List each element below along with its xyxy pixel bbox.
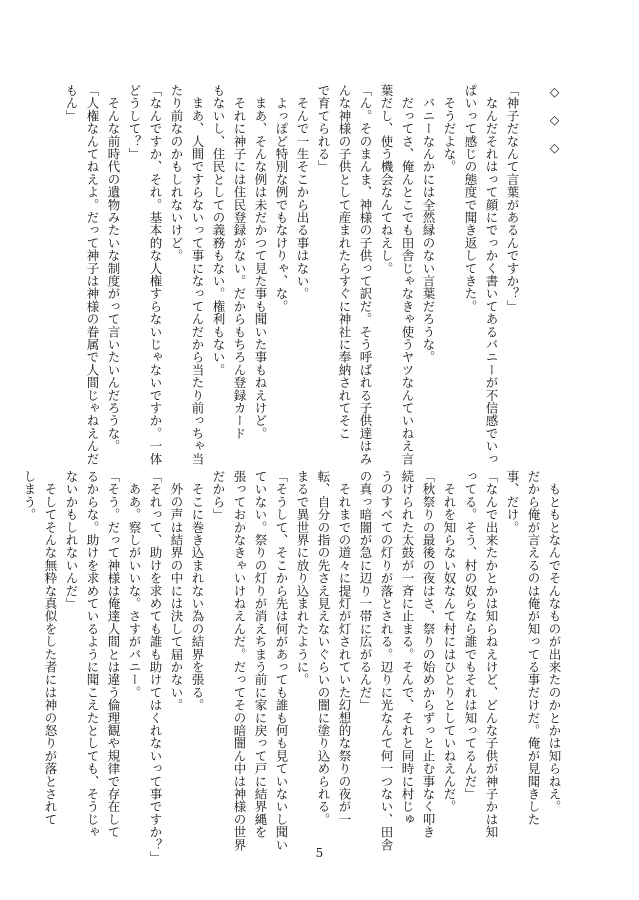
text-line: だから俺が言えるのは俺が知ってる事だけだ。俺が見聞きした [526, 470, 541, 826]
text-line: ないかもしれないんだ」 [64, 470, 79, 610]
text-line: どうして？」 [127, 84, 142, 161]
text-line: そこに巻き込まれない為の結界を張る。 [190, 470, 205, 712]
text-line: んな神様の子供として産まれたらすぐに神社に奉納されてそこ [337, 84, 352, 440]
text-line: まるで異世界に放り込まれたように。 [295, 470, 310, 686]
text-line: そんな前時代の遺物みたいな制度がって言いたいんだろうな。 [106, 84, 121, 453]
text-line: しまう。 [22, 470, 37, 521]
text-line: それに神子には住民登録がない。だからもちろん登録カード [232, 84, 247, 440]
text-line: ってる。そう、村の奴らなら誰でもそれは知ってるんだ」 [463, 470, 478, 801]
text-line: なんだそれはって顔にでっかく書いてあるバニーが不信感でいっ [484, 84, 499, 465]
text-line: バニーなんかには全然縁のない言葉だろうな。 [421, 84, 436, 364]
text-line: もん」 [64, 84, 79, 123]
text-line: 「そう。だって神様は俺達人間とは違う倫理観や規律で存在して [106, 470, 121, 839]
text-line: ていない。祭りの灯りが消えちまう前に家に戻って戸に結界縄を [253, 470, 268, 839]
text-line: まあ、人間ですらないって事になってんだから当たり前っちゃ当 [190, 84, 205, 465]
text-line: よっぽど特別な例でもなけりゃ、な。 [274, 84, 289, 313]
text-line: そしてそんな無粋な真似をした者には神の怒りが落とされて [43, 470, 58, 826]
text-line: まあ、そんな例は未だかつて見た事も聞いた事もねえけど。 [253, 84, 268, 440]
lower-text-block [22, 470, 565, 864]
text-line: 続けられた太鼓が一斉に止まる。そんで、それと同時に村じゅ [400, 470, 415, 826]
text-line: ぱいって感じの態度で聞き返してきた。 [463, 84, 478, 313]
text-line: 「人権なんてねえよ。だって神子は神様の眷属で人間じゃねえんだ [85, 84, 100, 465]
text-line: ◇ ◇ ◇ [547, 84, 562, 155]
text-line: もともとなんでそんなものが出来たのかとかは知らねえ。 [547, 470, 562, 813]
text-line: で育てられる」 [316, 84, 331, 173]
text-line: 「神子だなんて言葉があるんですか？」 [505, 84, 520, 313]
text-line: るからな。助けを求めているように聞こえたとしても、そうじゃ [85, 470, 100, 839]
text-line: うのすべての灯りが落とされる。辺りに光なんて何一つない、田舎 [379, 470, 394, 851]
text-line: 外の声は結界の中には決して届かない。 [169, 470, 184, 712]
text-line: だから」 [211, 470, 226, 521]
text-line: 「秋祭りの最後の夜はさ、祭りの始めからずっと止む事なく叩き [421, 470, 436, 839]
text-line: 転、自分の指の先さえ見えないぐらいの闇に塗り込められる。 [316, 470, 331, 826]
text-line: 「なんで出来たかとかは知らねえけど、どんな子供が神子かは知 [484, 470, 499, 839]
text-line: 「それって、助けを求めても誰も助けてはくれないって事ですか？」 [148, 470, 163, 864]
upper-text-block [64, 84, 565, 465]
text-line: そんで一生そこから出る事はない。 [295, 84, 310, 300]
text-line: 事、だけ。 [505, 470, 520, 534]
text-line: もないし、住民としての義務もない。権利もない。 [211, 84, 226, 377]
text-line: の真っ暗闇が急に辺り一帯に広がるんだ」 [358, 470, 373, 712]
text-line: たり前なのかもしれないけど。 [169, 84, 184, 262]
text-line: それを知らない奴なんて村にはひとりとしていねえんだ。 [442, 470, 457, 813]
text-line: 「なんですか、それ。基本的な人権すらないじゃないですか。一体 [148, 84, 163, 465]
text-line: ああ。察しがいいな。さすがバニー。 [127, 470, 142, 699]
text-line: 「そうして、そこから先は何があっても誰も何も見ていないし聞い [274, 470, 289, 851]
text-line: 「ん。そのまんま、神様の子供って訳だ。そう呼ばれる子供達はみ [358, 84, 373, 465]
text-line: だってさ、俺んとこでも田舎じゃなきゃ使うヤツなんていねえ言 [400, 84, 415, 465]
page-number: 5 [315, 846, 324, 860]
text-line: それまでの道々に提灯が灯されていた幻想的な祭りの夜が一 [337, 470, 352, 826]
text-line: 張っておかなきゃいけねえんだ。だってその暗闇ん中は神様の世界 [232, 470, 247, 851]
text-line: 葉だし、使う機会なんてねえし。 [379, 84, 394, 275]
text-line: そうだよな。 [442, 84, 457, 173]
text-line [523, 84, 544, 456]
